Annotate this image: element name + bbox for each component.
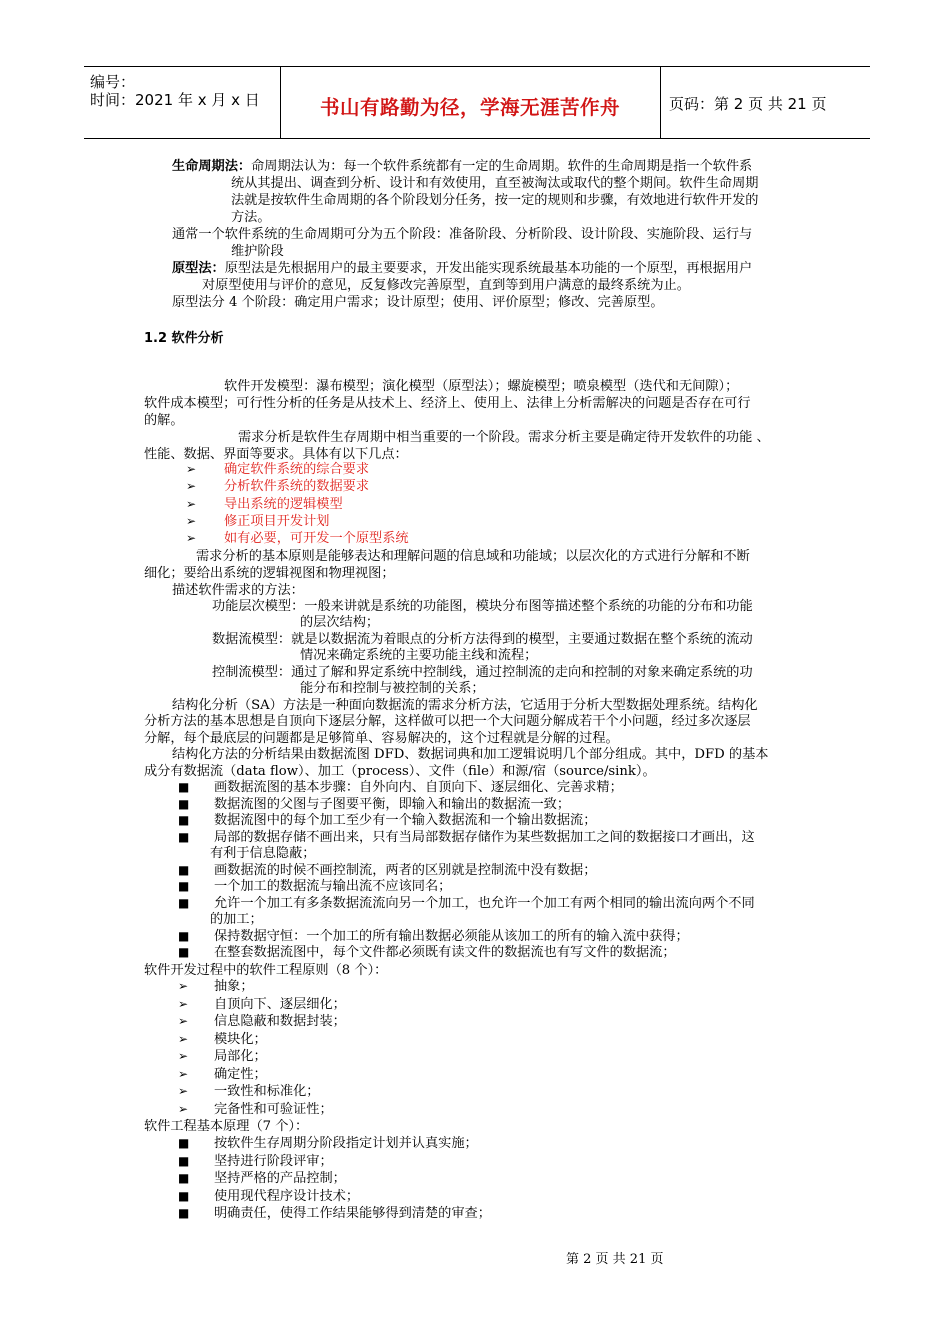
square-bullet-icon: ■: [178, 797, 190, 811]
requirement-item: 确定软件系统的综合要求: [224, 462, 370, 477]
square-bullet-icon: ■: [178, 863, 190, 877]
arrow-bullet-icon: ➢: [178, 1032, 189, 1046]
line-text: 原型法是先根据用户的最主要要求，开发出能实现系统最基本功能的一个原型，再根据用户: [224, 261, 753, 276]
basic-principle-item: 按软件生存周期分阶段指定计划并认真实施；: [214, 1136, 478, 1151]
square-bullet-icon: ■: [178, 813, 190, 827]
paragraph-line: 分析方法的基本思想是自顶向下逐层分解，这样做可以把一个大问题分解成若干个小问题，经过多次逐层: [144, 714, 751, 729]
paragraph-line: 成分有数据流（data flow）、加工（process）、文件（file）和源/宿（source/sink）。: [144, 764, 656, 779]
dfd-rule-item: 一个加工的数据流与输出流不应该同名；: [214, 879, 452, 894]
dfd-rule-item: 允许一个加工有多条数据流流向另一个加工，也允许一个加工有两个相同的输出流向两个不同: [214, 896, 755, 911]
principle-item: 自顶向下、逐层细化；: [214, 997, 346, 1012]
paragraph-line: 需求分析是软件生存周期中相当重要的一个阶段。需求分析主要是确定待开发软件的功能 、: [238, 430, 770, 445]
principle-item: 抽象；: [214, 979, 254, 994]
header-motto: 书山有路勤为径，学海无涯苦作舟: [319, 95, 620, 119]
paragraph-line: 对原型使用与评价的意见，反复修改完善原型，直到等到用户满意的最终系统为止。: [202, 278, 690, 293]
header-left-cell: [84, 67, 281, 138]
arrow-bullet-icon: ➢: [178, 1067, 189, 1081]
arrow-bullet-icon: ➢: [186, 514, 197, 528]
paragraph-line: 的解。: [144, 413, 184, 428]
paragraph-line: 方法。: [231, 210, 271, 225]
paragraph-line: 原型法分 4 个阶段：确定用户需求；设计原型；使用、评价原型；修改、完善原型。: [172, 295, 664, 310]
square-bullet-icon: ■: [178, 896, 190, 910]
paragraph-line: 软件开发模型：瀑布模型；演化模型（原型法）；螺旋模型；喷泉模型（迭代和无间隙）；: [224, 379, 739, 394]
principle-item: 完备性和可验证性；: [214, 1102, 333, 1117]
paragraph-line: 统从其提出、调查到分析、设计和有效使用，直至被淘汰或取代的整个期间。软件生命周期: [231, 176, 759, 191]
paragraph-line: 的层次结构；: [300, 615, 380, 630]
paragraph-line: 结构化分析（SA）方法是一种面向数据流的需求分析方法，它适用于分析大型数据处理系统。结构化: [172, 698, 758, 713]
paragraph-line: 软件开发过程中的软件工程原则（8 个）：: [144, 963, 388, 978]
paragraph-line: 数据流模型：就是以数据流为着眼点的分析方法得到的模型，主要通过数据在整个系统的流动: [212, 632, 753, 647]
paragraph-line: 维护阶段: [231, 244, 284, 259]
paragraph-line: 情况来确定系统的主要功能主线和流程；: [300, 648, 538, 663]
requirement-item: 修正项目开发计划: [224, 514, 330, 529]
arrow-bullet-icon: ➢: [186, 479, 197, 493]
principle-item: 模块化；: [214, 1032, 267, 1047]
arrow-bullet-icon: ➢: [178, 979, 189, 993]
square-bullet-icon: ■: [178, 1154, 190, 1168]
principle-item: 信息隐蔽和数据封装；: [214, 1014, 346, 1029]
arrow-bullet-icon: ➢: [186, 497, 197, 511]
dfd-rule-item: 保持数据守恒：一个加工的所有输出数据必须能从该加工的所有的输入流中获得；: [214, 929, 689, 944]
square-bullet-icon: ■: [178, 780, 190, 794]
term-prototype: 原型法：: [172, 261, 225, 276]
header-right-cell: [660, 67, 871, 138]
paragraph-line: 功能层次模型：一般来讲就是系统的功能图，模块分布图等描述整个系统的功能的分布和功能: [212, 599, 753, 614]
principle-item: 确定性；: [214, 1067, 267, 1082]
paragraph-line: 描述软件需求的方法：: [172, 583, 304, 598]
page-header: [84, 66, 870, 139]
arrow-bullet-icon: ➢: [178, 1102, 189, 1116]
requirement-item: 如有必要，可开发一个原型系统: [224, 531, 409, 546]
paragraph-line: 法就是按软件生命周期的各个阶段划分任务，按一定的规则和步骤，有效地进行软件开发的: [231, 193, 759, 208]
header-motto-cell: [281, 67, 659, 138]
arrow-bullet-icon: ➢: [178, 997, 189, 1011]
paragraph-line: 软件成本模型；可行性分析的任务是从技术上、经济上、使用上、法律上分析需解决的问题是否存在可行: [144, 396, 751, 411]
requirement-item: 分析软件系统的数据要求: [224, 479, 370, 494]
date-label: 时间：2021 年 x 月 x 日: [90, 91, 260, 109]
dfd-rule-item: 在整套数据流图中，每个文件都必须既有读文件的数据流也有写文件的数据流；: [214, 945, 676, 960]
square-bullet-icon: ■: [178, 879, 190, 893]
basic-principle-item: 使用现代程序设计技术；: [214, 1189, 360, 1204]
square-bullet-icon: ■: [178, 1171, 190, 1185]
square-bullet-icon: ■: [178, 929, 190, 943]
paragraph-line: 能分布和控制与被控制的关系；: [300, 681, 485, 696]
principle-item: 一致性和标准化；: [214, 1084, 320, 1099]
paragraph-line: 细化；要给出系统的逻辑视图和物理视图；: [144, 566, 395, 581]
dfd-rule-item: 数据流图中的每个加工至少有一个输入数据流和一个输出数据流；: [214, 813, 597, 828]
square-bullet-icon: ■: [178, 1189, 190, 1203]
arrow-bullet-icon: ➢: [186, 462, 197, 476]
arrow-bullet-icon: ➢: [178, 1014, 189, 1028]
line-text: 命周期法认为：每一个软件系统都有一定的生命周期。软件的生命周期是指一个软件系: [251, 159, 753, 174]
dfd-rule-item: 画数据流的时候不画控制流，两者的区别就是控制流中没有数据；: [214, 863, 597, 878]
page-footer: 第 2 页 共 21 页: [566, 1252, 664, 1267]
square-bullet-icon: ■: [178, 1136, 190, 1150]
basic-principle-item: 坚持严格的产品控制；: [214, 1171, 346, 1186]
arrow-bullet-icon: ➢: [178, 1084, 189, 1098]
square-bullet-icon: ■: [178, 830, 190, 844]
basic-principle-item: 明确责任，使得工作结果能够得到清楚的审查；: [214, 1206, 491, 1221]
dfd-rule-item: 局部的数据存储不画出来，只有当局部数据存储作为某些数据加工之间的数据接口才画出，这: [214, 830, 755, 845]
paragraph-line: 结构化方法的分析结果由数据流图 DFD、数据词典和加工逻辑说明几个部分组成。其中，DFD 的基本: [172, 747, 769, 762]
paragraph-line: 分解，每个最底层的问题都是足够简单、容易解决的，这个过程就是分解的过程。: [144, 731, 619, 746]
page-number-label: 页码：第 2 页 共 21 页: [669, 95, 827, 113]
paragraph-line: 软件工程基本原理（7 个）：: [144, 1119, 309, 1134]
paragraph-line: 性能、数据、界面等要求。具体有以下几点：: [144, 447, 408, 462]
square-bullet-icon: ■: [178, 1206, 190, 1220]
paragraph-line: 需求分析的基本原则是能够表达和理解问题的信息域和功能域；以层次化的方式进行分解和不断: [196, 549, 750, 564]
dfd-rule-item: 数据流图的父图与子图要平衡，即输入和输出的数据流一致；: [214, 797, 571, 812]
doc-number-label: 编号：: [90, 73, 136, 91]
dfd-rule-item: 画数据流图的基本步骤：自外向内、自顶向下、逐层细化、完善求精；: [214, 780, 623, 795]
requirement-item: 导出系统的逻辑模型: [224, 497, 343, 512]
dfd-rule-item-cont: 的加工；: [210, 912, 263, 927]
term-lifecycle: 生命周期法：: [172, 159, 252, 174]
arrow-bullet-icon: ➢: [186, 531, 197, 545]
arrow-bullet-icon: ➢: [178, 1049, 189, 1063]
section-heading: 1.2 软件分析: [144, 331, 224, 346]
dfd-rule-item-cont: 有利于信息隐蔽；: [210, 846, 316, 861]
paragraph-line: [172, 260, 752, 277]
basic-principle-item: 坚持进行阶段评审；: [214, 1154, 333, 1169]
paragraph-line: 通常一个软件系统的生命周期可分为五个阶段：准备阶段、分析阶段、设计阶段、实施阶段、运行与: [172, 227, 753, 242]
paragraph-line: 控制流模型：通过了解和界定系统中控制线，通过控制流的走向和控制的对象来确定系统的功: [212, 665, 753, 680]
principle-item: 局部化；: [214, 1049, 267, 1064]
square-bullet-icon: ■: [178, 945, 190, 959]
paragraph-line: [172, 158, 752, 175]
